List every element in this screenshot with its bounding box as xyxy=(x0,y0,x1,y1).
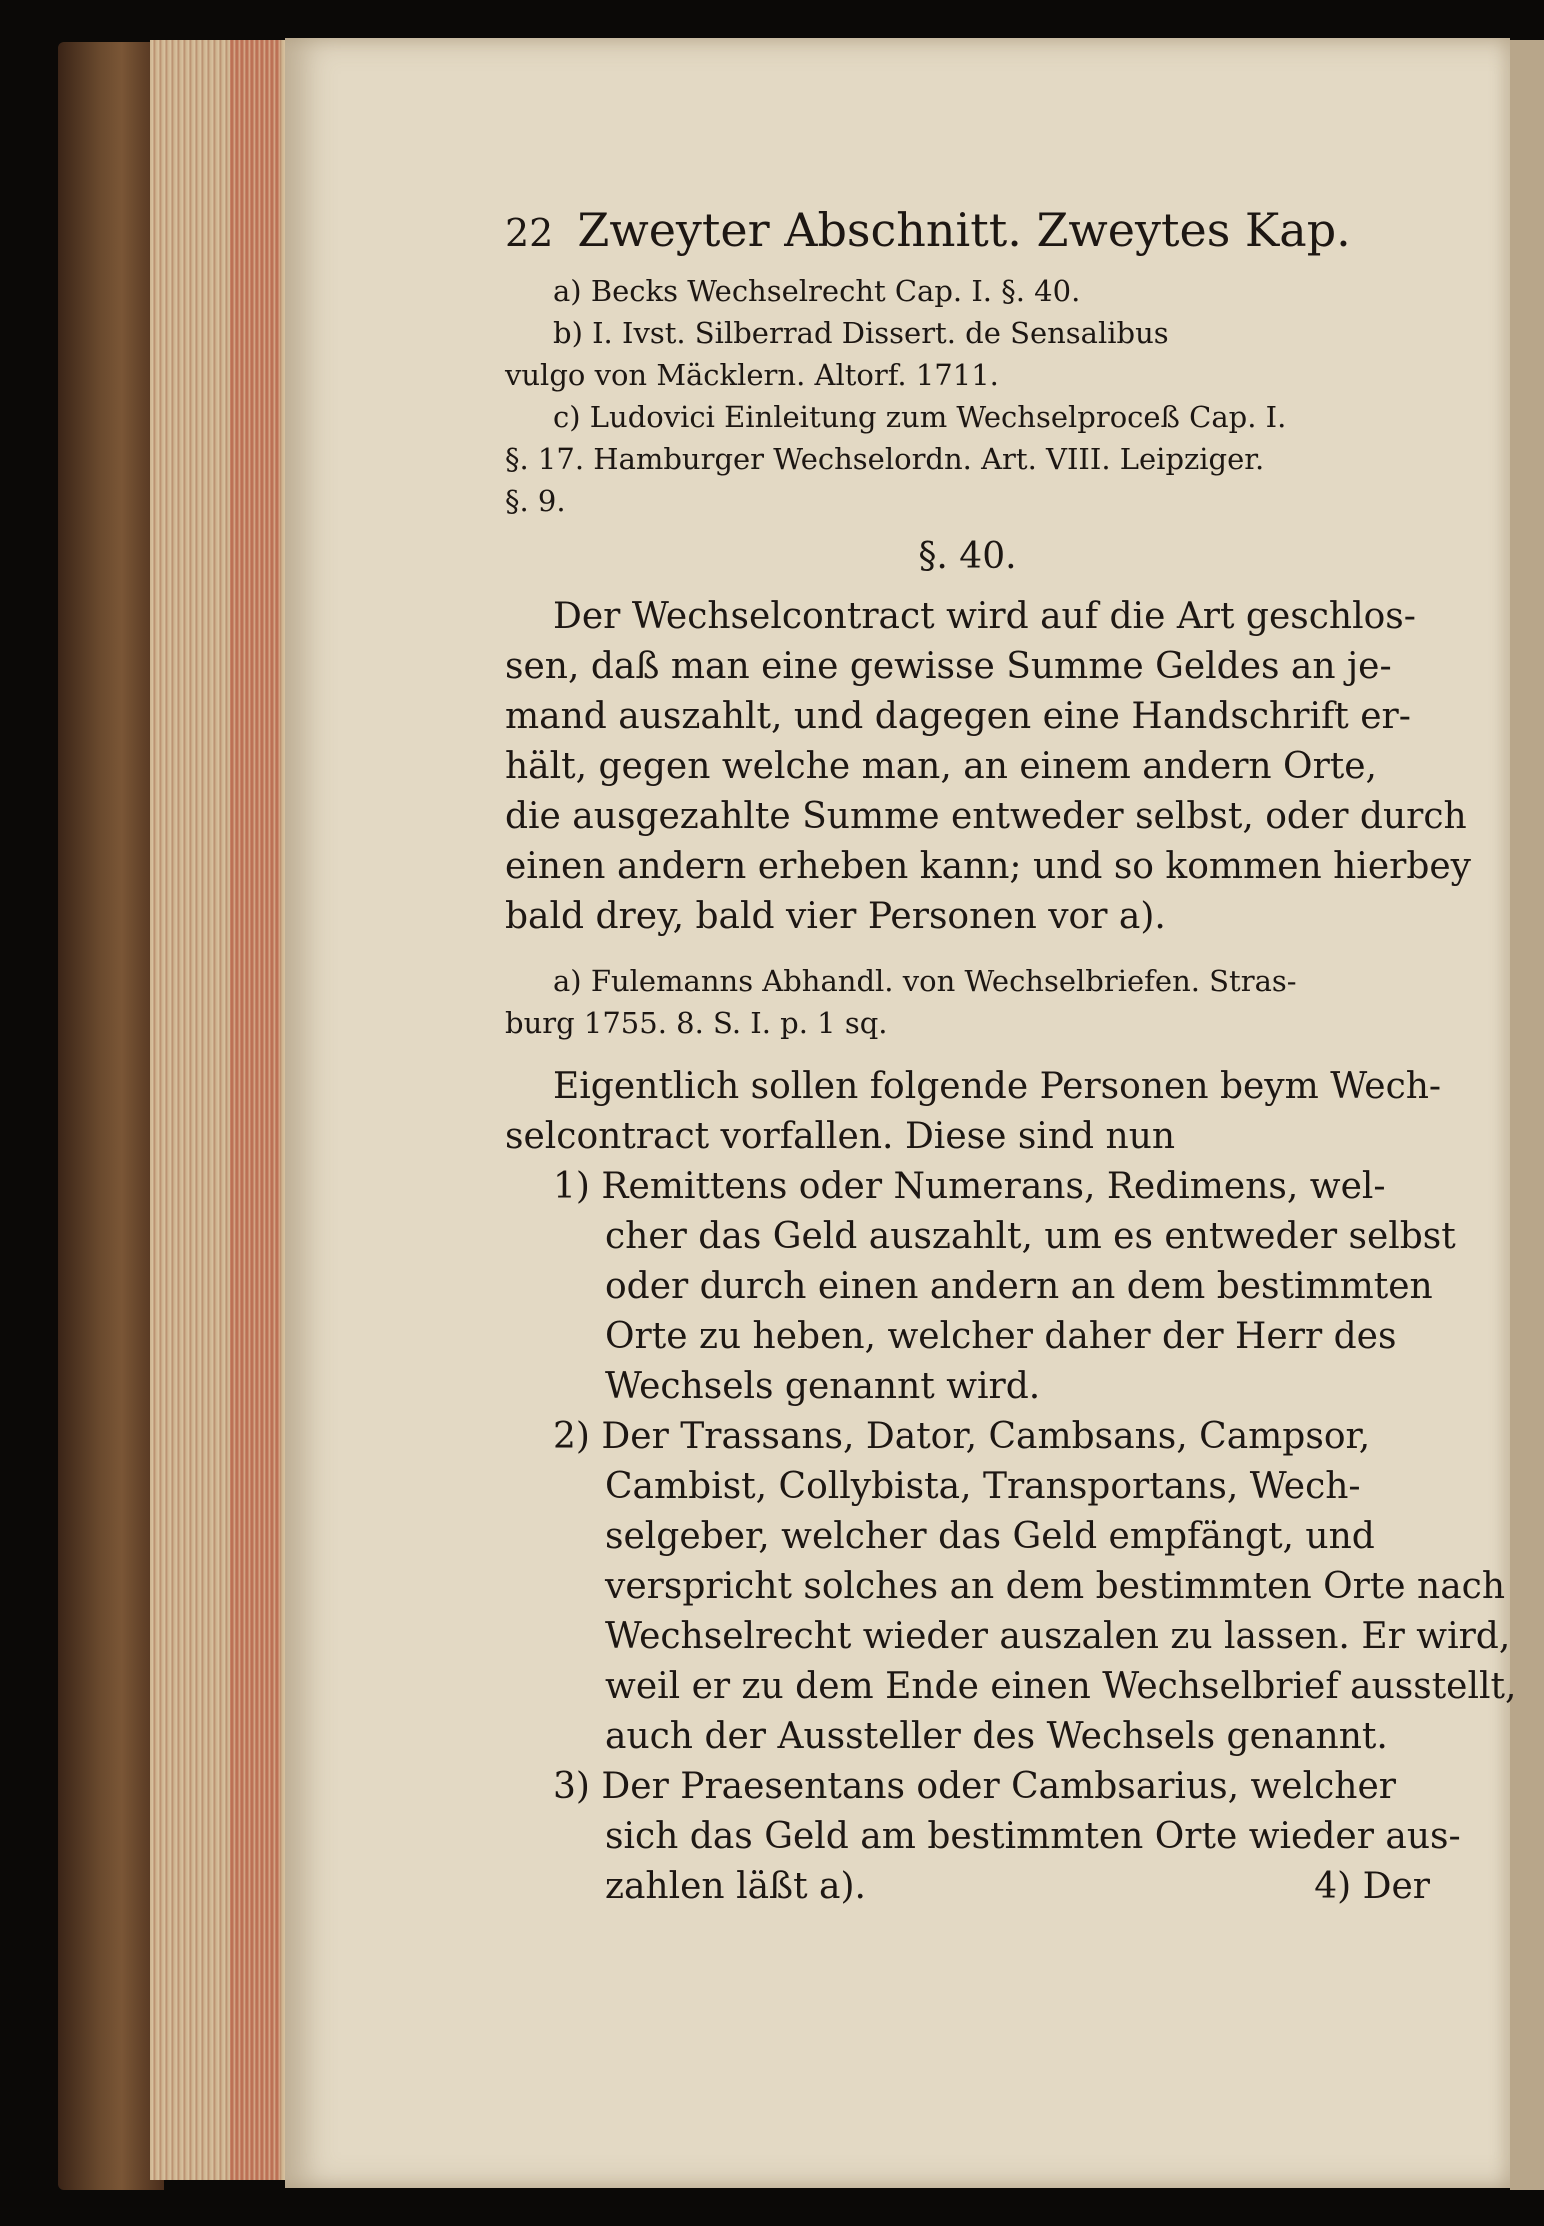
text-line: Eigentlich sollen folgende Personen beym Wech- xyxy=(553,1066,1442,1107)
text-line: Wechsels genannt wird. xyxy=(605,1366,1041,1407)
catchword: 4) Der xyxy=(1314,1866,1430,1907)
item-number: 2) xyxy=(553,1416,590,1457)
text-line: sich das Geld am bestimmten Orte wieder aus- xyxy=(605,1816,1461,1857)
page-number: 22 xyxy=(505,211,554,255)
text-line: die ausgezahlte Summe entweder selbst, oder durch xyxy=(505,796,1467,837)
footnote-line: §. 9. xyxy=(505,484,566,518)
footnote-line: a) Becks Wechselrecht Cap. I. §. 40. xyxy=(553,274,1081,308)
text-line: Wechselrecht wieder auszalen zu lassen. Er wird, xyxy=(605,1616,1511,1657)
text-line: bald drey, bald vier Personen vor a). xyxy=(505,896,1166,937)
item-number: 3) xyxy=(553,1766,590,1807)
item-text: zahlen läßt a). xyxy=(605,1866,866,1907)
text-line xyxy=(505,1862,1430,1912)
text-line: Cambist, Collybista, Transportans, Wech- xyxy=(605,1466,1361,1507)
running-header xyxy=(505,190,1430,270)
text-line: einen andern erheben kann; und so kommen hierbey xyxy=(505,846,1472,887)
text-line: verspricht solches an dem bestimmten Orte nach xyxy=(605,1566,1506,1607)
book-cover-edge xyxy=(58,42,164,2190)
text-line xyxy=(505,1162,1430,1212)
paragraph-1 xyxy=(505,592,1472,942)
item-text: Remittens oder Numerans, Redimens, wel- xyxy=(601,1166,1386,1207)
footnote-middle xyxy=(505,960,1430,1044)
text-line xyxy=(505,1412,1430,1462)
text-line: selgeber, welcher das Geld empfängt, und xyxy=(605,1516,1375,1557)
red-page-edges xyxy=(230,40,280,2180)
footnote-line: §. 17. Hamburger Wechselordn. Art. VIII. Leipziger. xyxy=(505,442,1265,476)
text-line: hält, gegen welche man, an einem andern Orte, xyxy=(505,746,1377,787)
text-line: cher das Geld auszahlt, um es entweder selbst xyxy=(605,1216,1456,1257)
footnotes-top xyxy=(505,270,1430,522)
footnote-line: burg 1755. 8. S. I. p. 1 sq. xyxy=(505,1006,888,1040)
section-heading: §. 40. xyxy=(918,536,1017,577)
text-line: mand auszahlt, und dagegen eine Handschrift er- xyxy=(505,696,1411,737)
footnote-line: b) I. Ivst. Silberrad Dissert. de Sensalibus xyxy=(553,316,1169,350)
text-line: auch der Aussteller des Wechsels genannt. xyxy=(605,1716,1388,1757)
footnote-line: a) Fulemanns Abhandl. von Wechselbriefen. Stras- xyxy=(553,964,1297,998)
text-line: weil er zu dem Ende einen Wechselbrief ausstellt, xyxy=(605,1666,1517,1707)
text-line: Der Wechselcontract wird auf die Art geschlos- xyxy=(553,596,1416,637)
list-item-1 xyxy=(505,1162,1456,1412)
text-line: selcontract vorfallen. Diese sind nun xyxy=(505,1116,1176,1157)
list-item-2 xyxy=(505,1412,1517,1762)
paragraph-2 xyxy=(505,1062,1442,1162)
text-line: Orte zu heben, welcher daher der Herr des xyxy=(605,1316,1397,1357)
footnote-line: vulgo von Mäcklern. Altorf. 1711. xyxy=(505,358,999,392)
text-line xyxy=(505,1762,1430,1812)
text-line: oder durch einen andern an dem bestimmten xyxy=(605,1266,1433,1307)
running-title: Zweyter Abschnitt. Zweytes Kap. xyxy=(577,203,1351,257)
footnote-line: c) Ludovici Einleitung zum Wechselproceß Cap. I. xyxy=(553,400,1287,434)
facing-page-edge xyxy=(1510,40,1544,2190)
page-text xyxy=(505,190,1517,1912)
item-text: Der Trassans, Dator, Cambsans, Campsor, xyxy=(601,1416,1371,1457)
text-line: sen, daß man eine gewisse Summe Geldes an je- xyxy=(505,646,1392,687)
item-text: Der Praesentans oder Cambsarius, welcher xyxy=(601,1766,1396,1807)
list-item-3 xyxy=(505,1762,1461,1912)
item-number: 1) xyxy=(553,1166,590,1207)
